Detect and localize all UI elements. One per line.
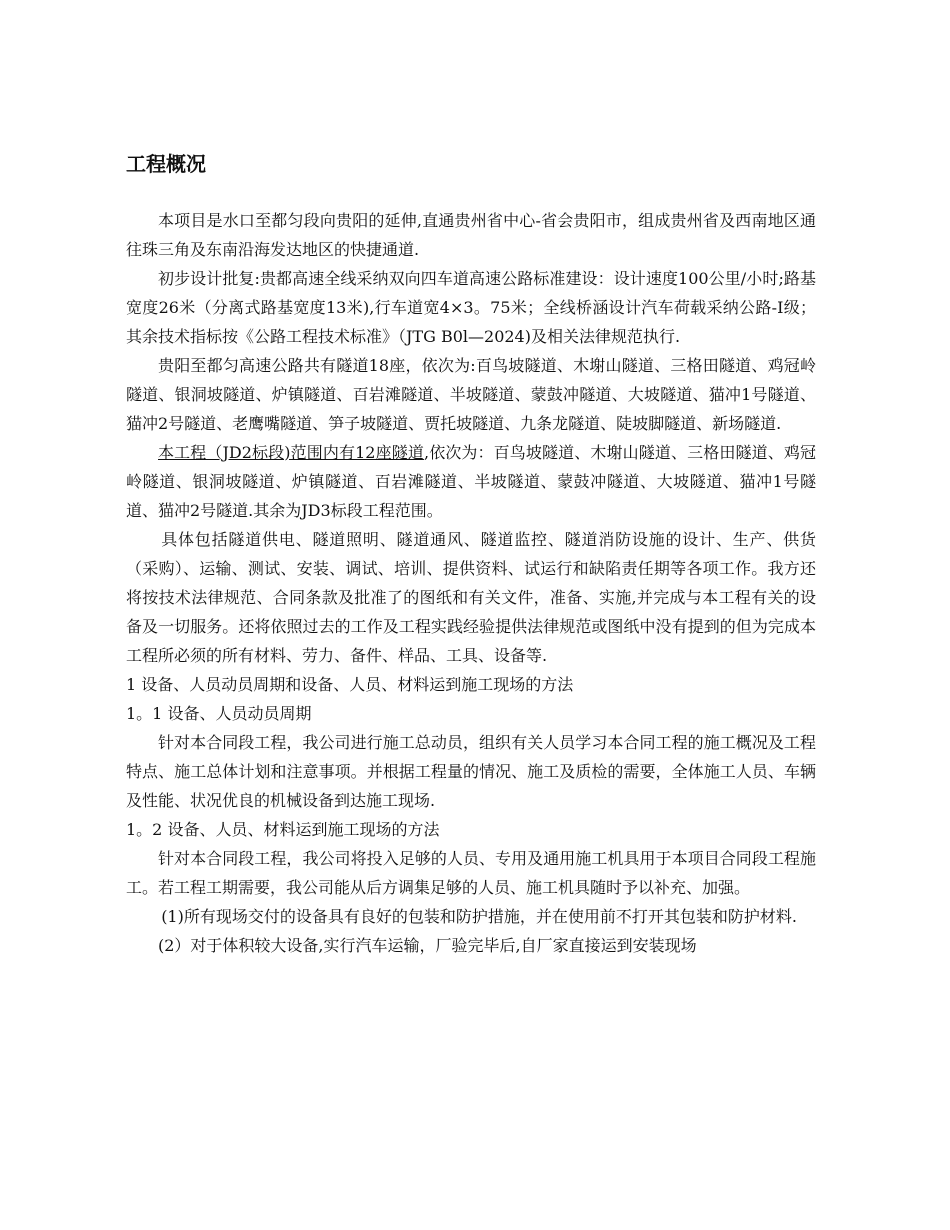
underlined-scope-text: 本工程（JD2标段)范围内有12座隧道 (158, 443, 424, 462)
scope-tunnel-list: ,依次为：百鸟坡隧道、木塮山隧道、三格田隧道、鸡冠岭隧道、银洞坡隧道、炉镇隧道、百岩滩隧道、半坡隧道、蒙鼓冲隧道、大坡隧道、猫冲1号隧道、猫冲2号隧道.其余为JD3标段工程范围。 (126, 443, 816, 520)
document-body (126, 206, 816, 960)
section-heading-1-2: 1。2 设备、人员、材料运到施工现场的方法 (126, 820, 440, 839)
paragraph-mobilization: 针对本合同段工程，我公司进行施工总动员，组织有关人员学习本合同工程的施工概况及工程特点、施工总体计划和注意事项。并根据工程量的情况、施工及质检的需要，全体施工人员、车辆及性能、状况优良的机械设备到达施工现场. (126, 733, 816, 810)
paragraph-work-content: 具体包括隧道供电、隧道照明、隧道通风、隧道监控、隧道消防设施的设计、生产、供货（采购）、运输、测试、安装、调试、培训、提供资料、试运行和缺陷责任期等各项工作。我方还将按技术法律规范、合同条款及批准了的图纸和有关文件，准备、实施,并完成与本工程有关的设备及一切服务。还将依照过去的工作及工程实践经验提供法律规范或图纸中没有提到的但为完成本工程所必须的所有材料、劳力、备件、样品、工具、设备等. (126, 530, 816, 665)
paragraph-transport-method: 针对本合同段工程，我公司将投入足够的人员、专用及通用施工机具用于本项目合同段工程施工。若工程工期需要，我公司能从后方调集足够的人员、施工机具随时予以补充、加强。 (126, 849, 816, 897)
page-title: 工程概况 (126, 152, 206, 176)
paragraph-item-2: (2）对于体积较大设备,实行汽车运输，厂验完毕后,自厂家直接运到安装现场 (158, 936, 697, 955)
document-page (126, 150, 816, 960)
paragraph-design-approval: 初步设计批复:贵都高速全线采纳双向四车道高速公路标准建设：设计速度100公里/小时;路基宽度26米（分离式路基宽度13米),行车道宽4×3。75米；全线桥涵设计汽车荷载采纳公路-I级；其余技术指标按《公路工程技术标准》（JTG B0l—2024)及相关法律规范执行. (126, 269, 816, 346)
paragraph-project-intro: 本项目是水口至都匀段向贵阳的延伸,直通贵州省中心-省会贵阳市，组成贵州省及西南地区通往珠三角及东南沿海发达地区的快捷通道. (126, 211, 816, 259)
section-heading-1: 1 设备、人员动员周期和设备、人员、材料运到施工现场的方法 (126, 675, 574, 694)
paragraph-tunnel-list: 贵阳至都匀高速公路共有隧道18座，依次为:百鸟坡隧道、木塮山隧道、三格田隧道、鸡冠岭隧道、银洞坡隧道、炉镇隧道、百岩滩隧道、半坡隧道、蒙鼓冲隧道、大坡隧道、猫冲1号隧道、猫冲2号隧道、老鹰嘴隧道、笋子坡隧道、贾托坡隧道、九条龙隧道、陡坡脚隧道、新场隧道. (126, 356, 816, 433)
section-heading-1-1: 1。1 设备、人员动员周期 (126, 704, 312, 723)
paragraph-section-scope (126, 438, 816, 525)
paragraph-item-1: (1)所有现场交付的设备具有良好的包装和防护措施，并在使用前不打开其包装和防护材料. (161, 907, 797, 926)
